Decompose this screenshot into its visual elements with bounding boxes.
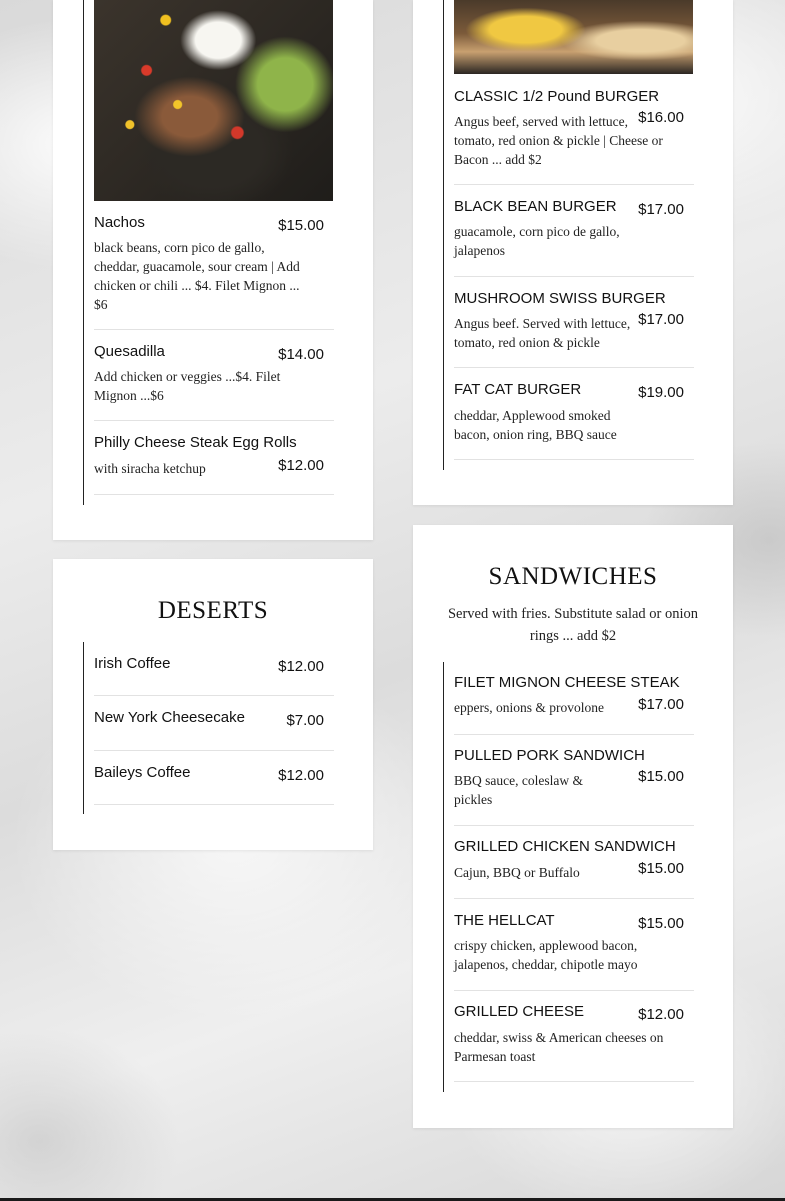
item-name: GRILLED CHEESE — [454, 1003, 585, 1020]
item-name: BLACK BEAN BURGER — [454, 198, 617, 215]
item-description: Angus beef. Served with lettuce, tomato, red onion & pickle — [454, 316, 631, 350]
item-description: BBQ sauce, coleslaw & pickles — [454, 773, 583, 807]
item-name: GRILLED CHICKEN SANDWICH — [454, 838, 676, 855]
menu-item-grilled-cheese[interactable] — [454, 1003, 694, 1082]
menu-item-fat-cat-burger[interactable] — [454, 381, 694, 460]
menu-item-nachos[interactable] — [94, 214, 334, 330]
menu-item-black-bean-burger[interactable] — [454, 198, 694, 277]
item-name: FAT CAT BURGER — [454, 381, 582, 398]
menu-item-irish-coffee[interactable] — [94, 655, 334, 696]
item-price: $12.00 — [638, 1006, 684, 1023]
item-price: $17.00 — [638, 696, 684, 713]
item-description: Angus beef, served with lettuce, tomato, red onion & pickle | Cheese or Bacon ... add $2 — [454, 114, 663, 167]
item-price: $14.00 — [278, 346, 324, 363]
item-price: $15.00 — [638, 915, 684, 932]
item-price: $15.00 — [278, 217, 324, 234]
item-description: Add chicken or veggies ...$4. Filet Mignon ...$6 — [94, 369, 281, 403]
section-title: DESERTS — [157, 597, 269, 624]
item-price: $15.00 — [638, 768, 684, 785]
deserts-card — [53, 559, 373, 850]
menu-item-filet-mignon-cheese-steak[interactable] — [454, 674, 694, 735]
item-description: cheddar, Applewood smoked bacon, onion ring, BBQ sauce — [454, 408, 617, 442]
item-description: crispy chicken, applewood bacon, jalapenos, cheddar, chipotle mayo — [454, 938, 638, 972]
item-description: with siracha ketchup — [94, 461, 206, 476]
menu-item-new-york-cheesecake[interactable] — [94, 709, 334, 751]
item-name: New York Cheesecake — [94, 709, 245, 726]
nachos-photo — [94, 0, 333, 201]
item-price: $12.00 — [278, 767, 324, 784]
item-price: $15.00 — [638, 860, 684, 877]
item-name: Philly Cheese Steak Egg Rolls — [94, 434, 297, 451]
item-name: FILET MIGNON CHEESE STEAK — [454, 674, 680, 691]
menu-item-philly-egg-rolls[interactable] — [94, 434, 334, 495]
item-price: $7.00 — [286, 712, 324, 729]
item-name: Irish Coffee — [94, 655, 171, 672]
menu-item-mushroom-swiss-burger[interactable] — [454, 290, 694, 368]
section-title: SANDWICHES — [488, 563, 658, 590]
item-price: $17.00 — [638, 311, 684, 328]
item-description: guacamole, corn pico de gallo, jalapenos — [454, 224, 620, 258]
item-name: Quesadilla — [94, 343, 165, 360]
item-name: Baileys Coffee — [94, 764, 191, 781]
sandwiches-card — [413, 525, 733, 1128]
item-price: $19.00 — [638, 384, 684, 401]
item-description: Cajun, BBQ or Buffalo — [454, 865, 580, 880]
item-name: THE HELLCAT — [454, 912, 555, 929]
item-name: CLASSIC 1/2 Pound BURGER — [454, 88, 660, 105]
item-price: $17.00 — [638, 201, 684, 218]
menu-item-pulled-pork-sandwich[interactable] — [454, 747, 694, 826]
item-price: $12.00 — [278, 457, 324, 474]
sandwiches-list — [443, 662, 694, 1092]
menu-item-grilled-chicken-sandwich[interactable] — [454, 838, 694, 899]
item-name: PULLED PORK SANDWICH — [454, 747, 645, 764]
section-subtitle: Served with fries. Substitute salad or onion rings ... add $2 — [447, 606, 699, 644]
menu-item-quesadilla[interactable] — [94, 343, 334, 421]
menu-item-the-hellcat[interactable] — [454, 912, 694, 991]
menu-item-classic-burger[interactable] — [454, 88, 694, 185]
burger-photo — [454, 0, 693, 74]
item-name: MUSHROOM SWISS BURGER — [454, 290, 666, 307]
menu-item-baileys-coffee[interactable] — [94, 764, 334, 805]
deserts-list — [83, 642, 334, 814]
item-description: eppers, onions & provolone — [454, 700, 604, 715]
item-description: black beans, corn pico de gallo, cheddar, guacamole, sour cream | Add chicken or chili ... $4. Filet Mignon ... $6 — [94, 240, 300, 312]
item-price: $16.00 — [638, 109, 684, 126]
burgers-card — [413, 0, 733, 505]
item-description: cheddar, swiss & American cheeses on Parmesan toast — [454, 1030, 664, 1064]
item-name: Nachos — [94, 214, 145, 231]
item-price: $12.00 — [278, 658, 324, 675]
